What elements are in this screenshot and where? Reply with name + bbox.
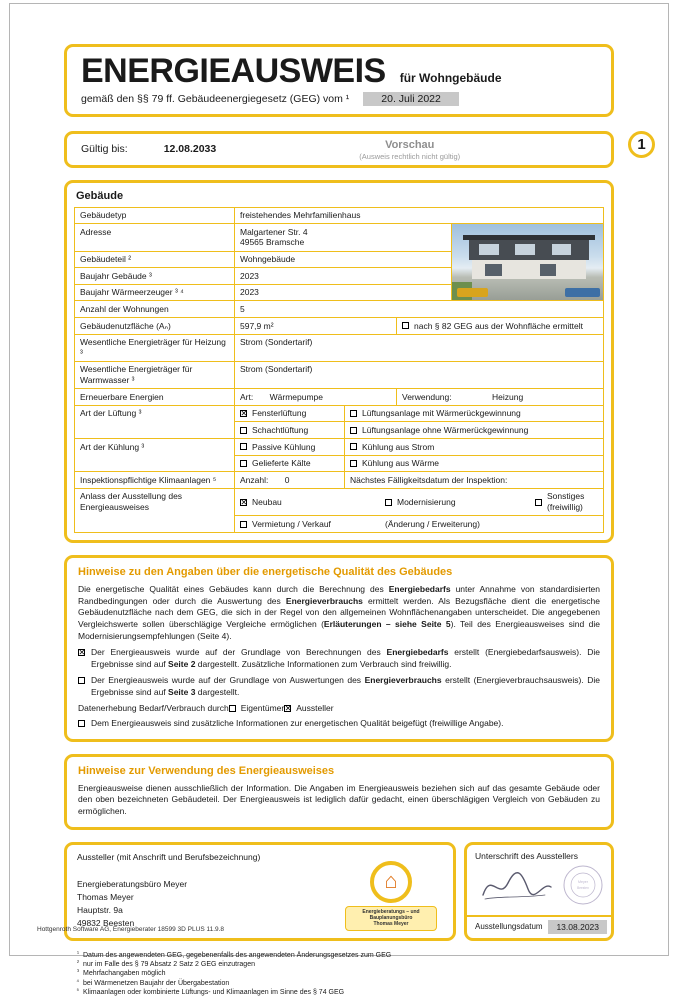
footnote-3: ³ Mehrfachangaben möglich bbox=[77, 969, 166, 978]
energieausweis-page bbox=[9, 3, 669, 997]
issue-date-row bbox=[467, 915, 611, 938]
issuer-address: Energieberatungsbüro Meyer Thomas Meyer Hauptstr. 9a 49832 Beesten bbox=[77, 878, 188, 929]
row-adresse: Adresse Malgartener Str. 4 49565 Bramsche bbox=[75, 224, 451, 250]
geg-date-chip: 20. Juli 2022 bbox=[363, 92, 459, 106]
verbrauch-checkbox bbox=[78, 677, 85, 684]
software-footer: Hottgenroth Software AG, Energieberater 18599 3D PLUS 11.9.8 bbox=[37, 926, 225, 933]
zusatz-checkbox bbox=[78, 720, 85, 727]
valid-until-label: Gültig bis: bbox=[81, 143, 128, 156]
eigentuemer-checkbox bbox=[229, 705, 236, 712]
anlass-checkbox-modernisierung bbox=[385, 499, 392, 506]
issue-date-label: Ausstellungsdatum bbox=[475, 922, 543, 932]
lueftung-checkbox-mit-wrg bbox=[350, 410, 357, 417]
row-nutzflaeche: Gebäudenutzfläche (Aₙ) 597,9 m² nach § 82 GEG aus der Wohnfläche ermittelt bbox=[75, 317, 603, 334]
row-erneuerbare: Erneuerbare Energien Art: Wärmepumpe Verwendung: Heizung bbox=[75, 388, 603, 405]
zusatz-option-line: Dem Energieausweis sind zusätzliche Informationen zur energetischen Qualität beigefügt (freiwillige Angabe). bbox=[78, 718, 600, 729]
page-title: ENERGIEAUSWEIS bbox=[81, 52, 386, 90]
preview-watermark bbox=[359, 139, 460, 161]
stamp bbox=[564, 866, 602, 904]
building-table bbox=[74, 207, 604, 533]
preview-label: Vorschau bbox=[385, 138, 435, 151]
title-suffix: für Wohngebäude bbox=[399, 71, 502, 85]
kuehlung-checkbox-kaelte bbox=[240, 460, 247, 467]
header-box bbox=[64, 44, 614, 117]
lueftung-checkbox-ohne-wrg bbox=[350, 427, 357, 434]
bedarf-option-line: ✕ Der Energieausweis wurde auf der Grundlage von Berechnungen des Energiebedarfs erstellt (Energiebedarfsausweis). Die Ergebnisse sind auf Seite 2 dargestellt. Zusätzliche Informationen zum Verbrauch sind freiwillig. bbox=[78, 647, 600, 670]
signature-title: Unterschrift des Ausstellers bbox=[475, 850, 578, 861]
signature-box bbox=[464, 842, 614, 941]
kuehlung-checkbox-waerme bbox=[350, 460, 357, 467]
row-gebaeudeteil: Gebäudeteil ² Wohngebäude bbox=[75, 251, 451, 268]
nutzflaeche-option: nach § 82 GEG aus der Wohnfläche ermittelt bbox=[397, 318, 603, 334]
row-baujahr-waermeerzeuger: Baujahr Wärmeerzeuger ³ ⁴ 2023 bbox=[75, 284, 451, 301]
validity-bar bbox=[64, 131, 614, 168]
issue-date-value: 13.08.2023 bbox=[548, 920, 607, 934]
footnote-1: ¹ Datum des angewendeten GEG, gegebenenfalls des angewendeten Änderungsgesetzes zum GEG bbox=[77, 951, 392, 959]
usage-section-title: Hinweise zur Verwendung des Energieausweises bbox=[78, 764, 335, 777]
anlass-checkbox-neubau bbox=[240, 499, 247, 506]
row-heizung: Wesentliche Energieträger für Heizung ³ Strom (Sondertarif) bbox=[75, 334, 603, 361]
row-gebaeudetyp: Gebäudetyp freistehendes Mehrfamilienhaus bbox=[75, 208, 603, 224]
quality-section bbox=[64, 555, 614, 742]
row-baujahr-gebaeude: Baujahr Gebäude ³ 2023 bbox=[75, 267, 451, 284]
bedarf-checkbox bbox=[78, 649, 85, 656]
law-line: gemäß den §§ 79 ff. Gebäudeenergiegesetz (GEG) vom ¹ bbox=[81, 92, 350, 105]
footnote-4: ⁴ bei Wärmenetzen Baujahr der Übergabestation bbox=[76, 979, 230, 987]
lueftung-checkbox-schacht bbox=[240, 427, 247, 434]
preview-note: (Ausweis rechtlich nicht gültig) bbox=[359, 151, 461, 161]
building-section bbox=[64, 180, 614, 543]
signature-area bbox=[475, 863, 603, 915]
kuehlung-checkbox-passiv bbox=[240, 443, 247, 450]
issuer-logo-label: Energieberatungs – und Bauplanungsbüro Thomas Meyer bbox=[345, 906, 437, 931]
quality-intro: Die energetische Qualität eines Gebäudes kann durch die Berechnung des Energiebedarfs unter Annahme von standardisierten Randbedingungen oder durch die Auswertung des Energieverbrauchs ermittelt werden. Als Bezugsfläche dient die energetische Gebäudenutzfläche nach dem GEG, die sich in der Regel von den allgemeinen Wohnflächenangaben unterscheidet. Die angegebenen Vergleichswerte sollen überschlägige Vergleiche ermöglichen (Erläuterungen – siehe Seite 5). Teil des Energieausweises sind die Modernisierungsempfehlungen (Seite 4). bbox=[78, 583, 601, 641]
building-section-title: Gebäude bbox=[76, 189, 124, 202]
issuer-logo bbox=[345, 861, 437, 931]
footnotes bbox=[64, 951, 614, 998]
photo-row-group bbox=[75, 223, 603, 300]
nutzflaeche-checkbox bbox=[402, 322, 409, 329]
address-line-1: Malgartener Str. 4 bbox=[240, 226, 308, 237]
quality-section-title: Hinweise zu den Angaben über die energetische Qualität des Gebäudes bbox=[78, 565, 453, 578]
lueftung-checkbox-fenster bbox=[240, 410, 247, 417]
issuer-title: Aussteller (mit Anschrift und Berufsbezeichnung) bbox=[77, 851, 261, 862]
title-row bbox=[81, 54, 597, 90]
svg-text:Beesten: Beesten bbox=[577, 885, 589, 890]
row-wohnungen: Anzahl der Wohnungen 5 bbox=[75, 300, 603, 317]
footnote-2: ² nur im Falle des § 79 Absatz 2 Satz 2 GEG einzutragen bbox=[77, 960, 255, 969]
row-lueftung: Art der Lüftung ³ ✕ Fensterlüftung Lüftungsanlage mit Wärmerückgewinnung Schachtlüftung Lüftungsanlage ohne Wärmerückgewinnung bbox=[75, 405, 603, 438]
aussteller-checkbox bbox=[284, 705, 291, 712]
usage-text: Energieausweise dienen ausschließlich der Information. Die Angaben im Energieausweis beziehen sich auf das gesamte Gebäude oder den oben bezeichneten Gebäudeteil. Der Energieausweis ist lediglich dafür gedacht, einen überschlägigen Vergleich von Gebäuden zu ermöglichen. bbox=[78, 782, 600, 817]
page-number-badge: 1 bbox=[628, 131, 655, 158]
anlass-checkbox-sonstiges bbox=[535, 499, 542, 506]
usage-section bbox=[64, 754, 614, 830]
datenerhebung-line: Datenerhebung Bedarf/Verbrauch durch Eigentümer ✕ Aussteller bbox=[78, 703, 600, 713]
address-line-2: 49565 Bramsche bbox=[240, 237, 305, 248]
anlass-checkbox-vermietung bbox=[240, 521, 247, 528]
verbrauch-option-line: Der Energieausweis wurde auf der Grundlage von Auswertungen des Energieverbrauchs erstellt (Energieverbrauchsausweis). Die Ergebnisse sind auf Seite 3 dargestellt. bbox=[78, 675, 600, 698]
kuehlung-checkbox-strom bbox=[350, 443, 357, 450]
valid-until-date: 12.08.2033 bbox=[163, 143, 217, 156]
anlass-modernisierung-sub: (Änderung / Erweiterung) bbox=[385, 518, 480, 529]
building-photo bbox=[451, 224, 603, 300]
law-row bbox=[81, 92, 597, 106]
row-anlass: Anlass der Ausstellung des Energieausweises ✕ Neubau Modernisierung Sonstiges (freiwillig) Vermietung / Verkauf (Änderung / Erweiterung) bbox=[75, 488, 603, 532]
row-warmwasser: Wesentliche Energieträger für Warmwasser ³ Strom (Sondertarif) bbox=[75, 361, 603, 388]
svg-text:Meyer: Meyer bbox=[578, 879, 588, 884]
row-kuehlung: Art der Kühlung ³ Passive Kühlung Kühlung aus Strom Gelieferte Kälte Kühlung aus Wärme bbox=[75, 438, 603, 471]
signature-image bbox=[475, 863, 609, 909]
row-klimaanlagen: Inspektionspflichtige Klimaanlagen ⁵ Anzahl: 0 Nächstes Fälligkeitsdatum der Inspektion: bbox=[75, 471, 603, 488]
footnote-5: ⁵ Klimaanlagen oder kombinierte Lüftungs- und Klimaanlagen im Sinne des § 74 GEG bbox=[76, 988, 345, 997]
house-icon: ⌂ bbox=[384, 867, 398, 893]
